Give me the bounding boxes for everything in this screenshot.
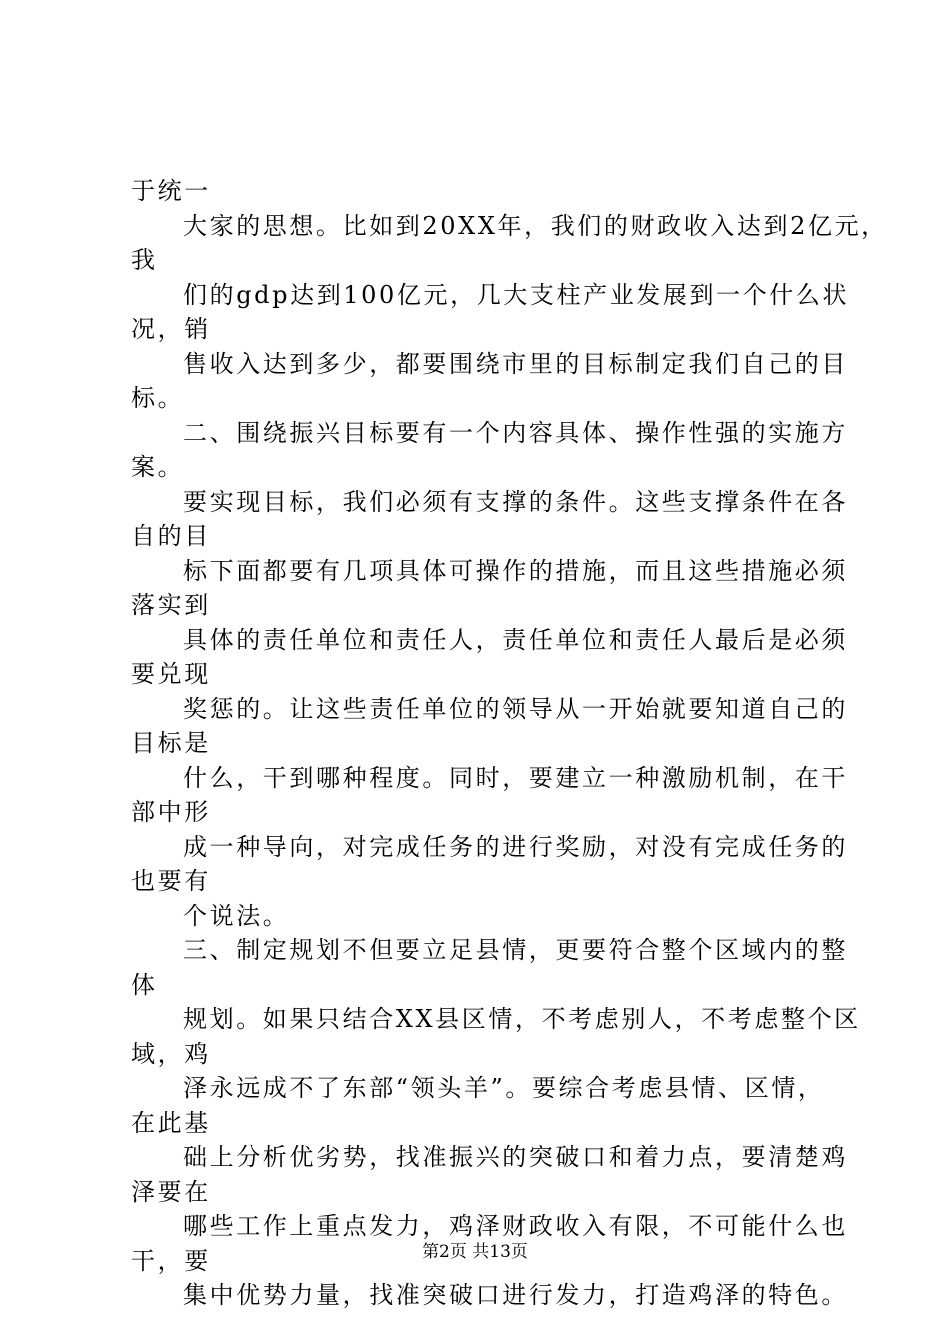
text-line: 体 — [131, 970, 158, 999]
text-line: 我 — [131, 246, 158, 274]
page-number-footer: 第2页 共13页 — [422, 1242, 528, 1262]
text-line: 于统一 — [131, 177, 211, 205]
text-line: 础上分析优劣势，找准振兴的突破口和着力点，要清楚鸡 — [183, 1143, 848, 1171]
text-line: 标。 — [131, 384, 185, 412]
text-line: 干，要 — [131, 1246, 211, 1275]
section-heading: 二、围绕振兴目标要有一个内容具体、操作性强的实施方 — [183, 418, 848, 447]
text-line: 奖惩的。让这些责任单位的领导从一开始就要知道自己的 — [183, 694, 848, 723]
text-line: 目标是 — [131, 729, 211, 757]
text-line: 规划。如果只结合XX县区情，不考虑别人，不考虑整个区 — [183, 1005, 861, 1033]
section-heading: 三、制定规划不但要立足县情，更要符合整个区域内的整 — [183, 936, 848, 964]
text-line: 部中形 — [131, 798, 211, 826]
text-line: 也要有 — [131, 867, 211, 895]
text-line: 售收入达到多少，都要围绕市里的目标制定我们自己的目 — [183, 349, 848, 378]
text-line: 要兑现 — [131, 660, 211, 688]
document-body — [131, 174, 888, 1313]
text-line: 标下面都要有几项具体可操作的措施，而且这些措施必须 — [183, 556, 848, 585]
text-line: 自的目 — [131, 522, 211, 550]
text-line: 们的gdp达到100亿元，几大支柱产业发展到一个什么状 — [183, 280, 850, 309]
text-line: 什么，干到哪种程度。同时，要建立一种激励机制，在干 — [183, 763, 848, 792]
text-line: 落实到 — [131, 591, 211, 619]
text-line: 哪些工作上重点发力，鸡泽财政收入有限，不可能什么也 — [183, 1212, 848, 1240]
text-line: 要实现目标，我们必须有支撑的条件。这些支撑条件在各 — [183, 487, 848, 516]
text-line: 泽要在 — [131, 1177, 211, 1206]
text-line: 况，销 — [131, 315, 211, 343]
text-line: 具体的责任单位和责任人，责任单位和责任人最后是必须 — [183, 625, 848, 654]
text-line: 大家的思想。比如到20XX年，我们的财政收入达到2亿元， — [183, 211, 888, 240]
text-line: 在此基 — [131, 1108, 211, 1137]
text-line: 域，鸡 — [131, 1039, 211, 1068]
text-line: 泽永远成不了东部“领头羊”。要综合考虑县情、区情， — [183, 1074, 825, 1102]
text-line: 个说法。 — [183, 901, 290, 930]
text-line: 集中优势力量，找准突破口进行发力，打造鸡泽的特色。 — [183, 1281, 848, 1309]
text-line: 成一种导向，对完成任务的进行奖励，对没有完成任务的 — [183, 832, 848, 861]
text-line: 案。 — [131, 453, 185, 481]
